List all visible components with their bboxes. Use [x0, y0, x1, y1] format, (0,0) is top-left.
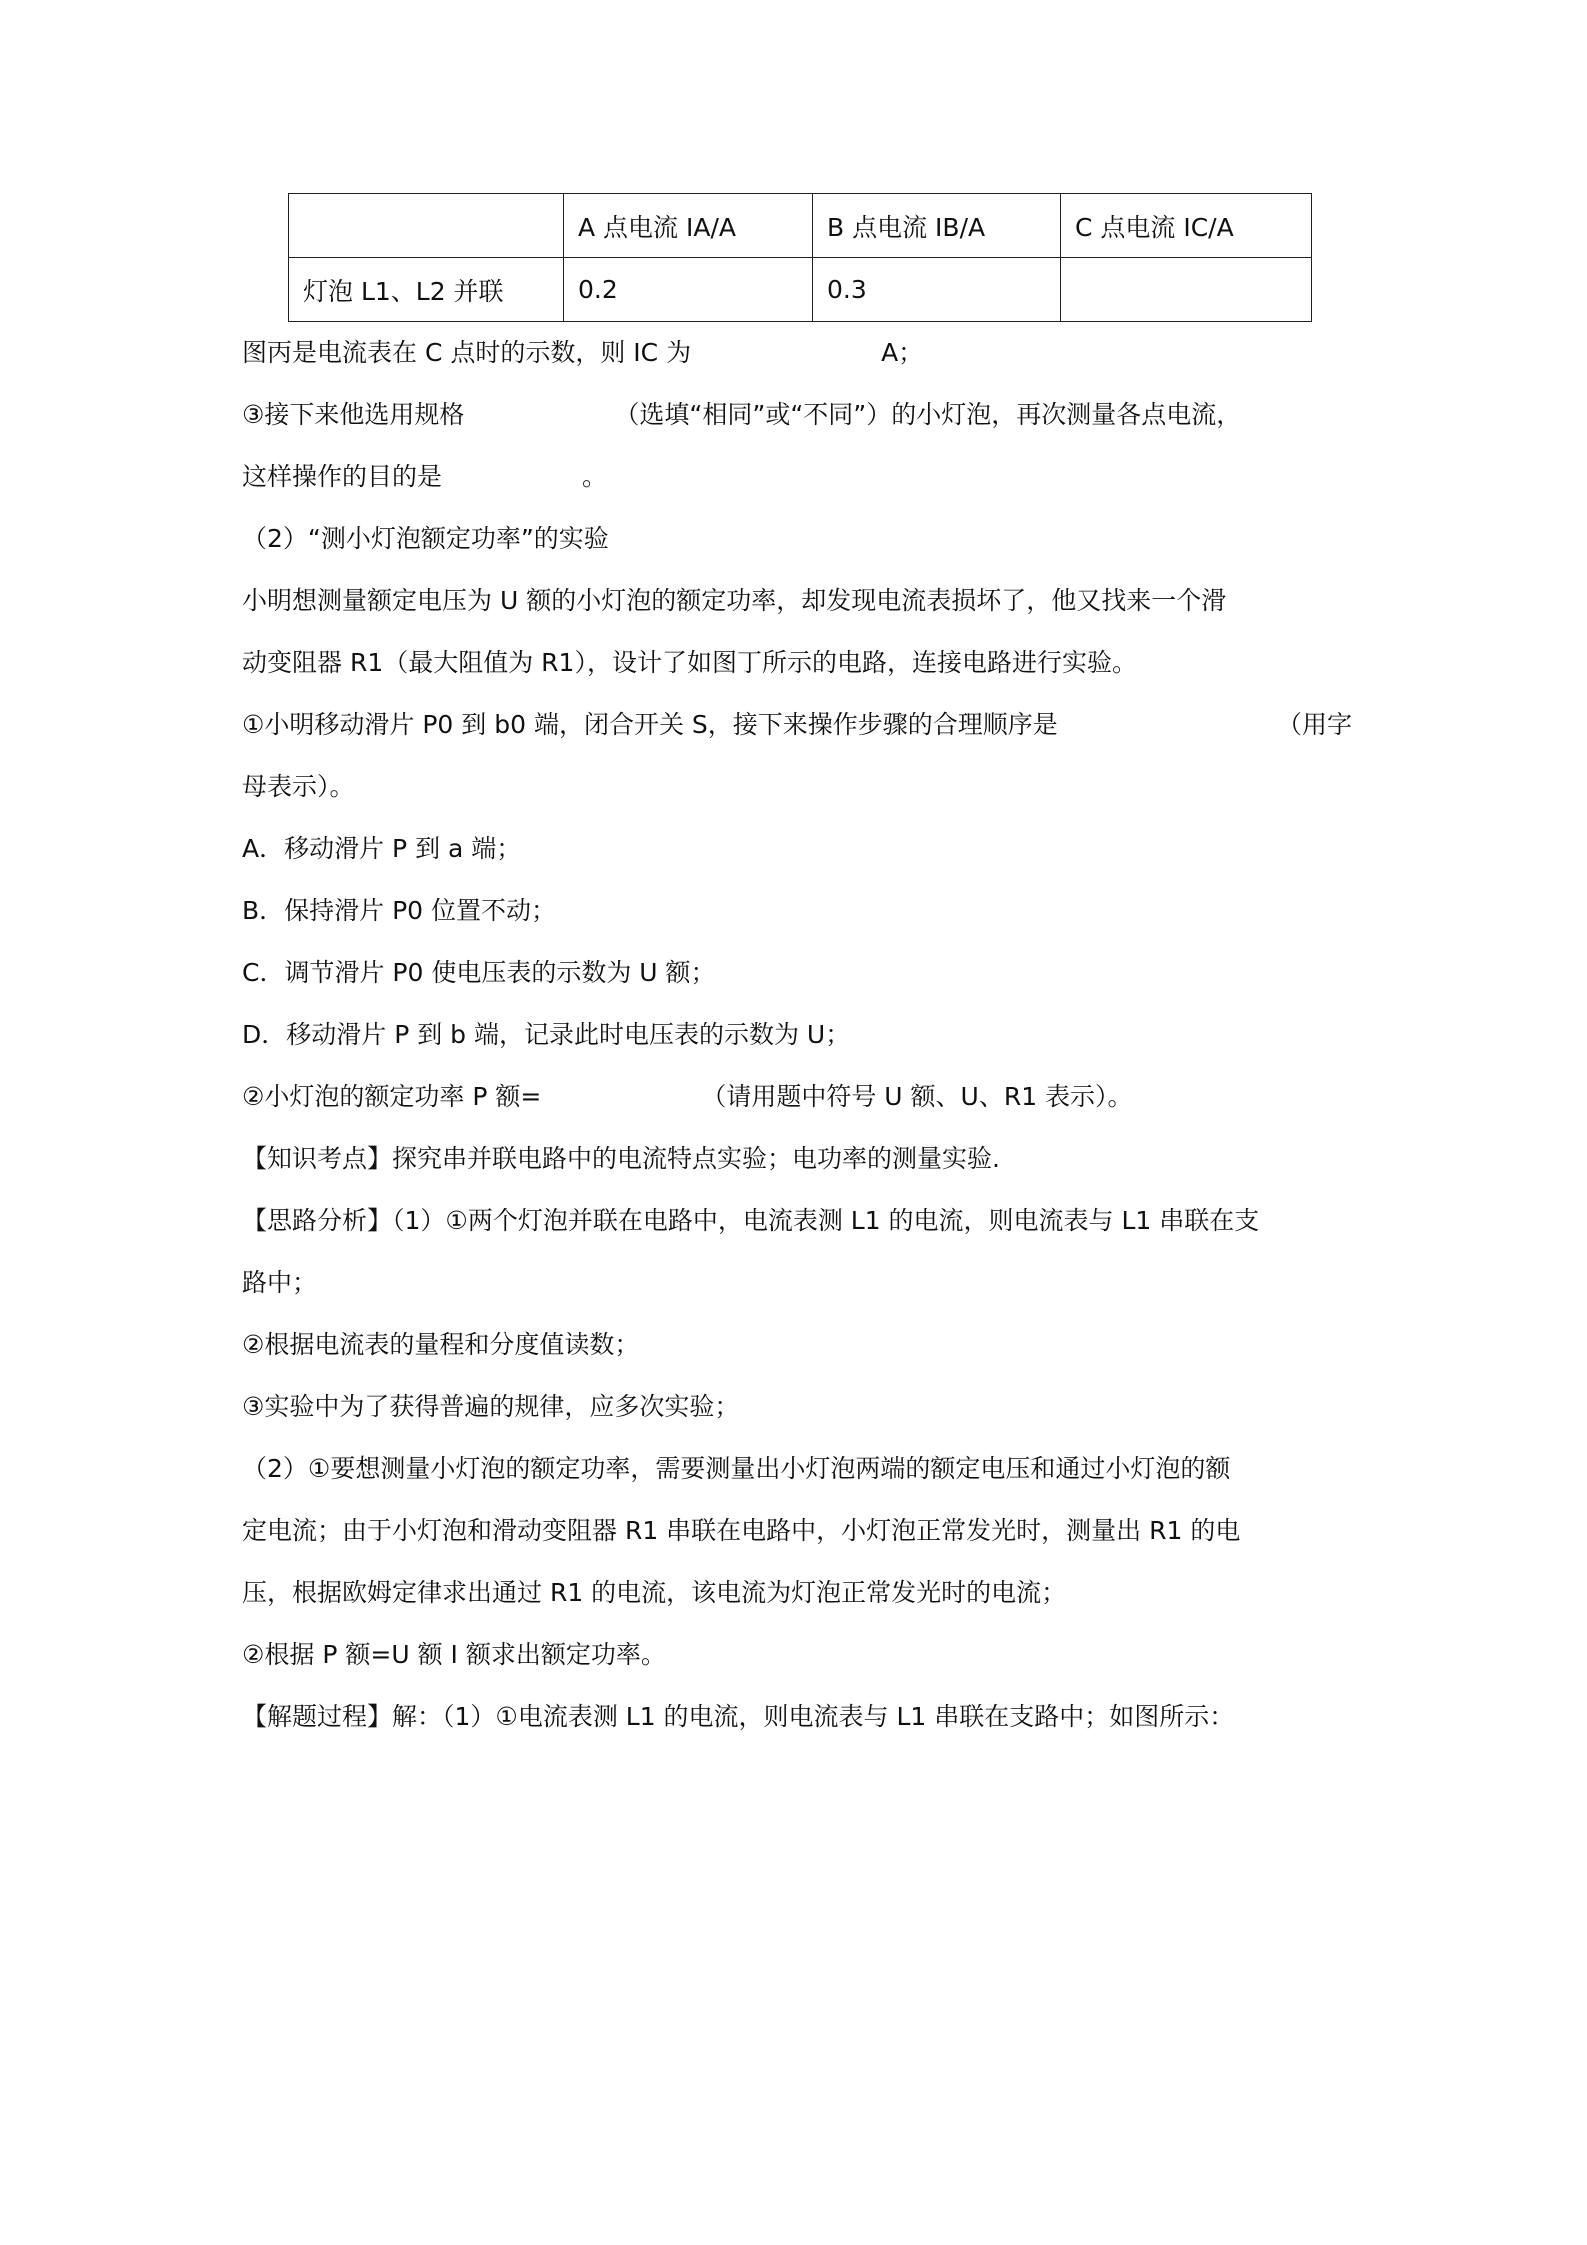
table-row — [289, 258, 1312, 322]
analysis-line: 路中； — [242, 1268, 318, 1297]
text-line — [242, 322, 1352, 384]
option-a: A．移动滑片 P 到 a 端； — [242, 834, 522, 863]
text-segment: 图丙是电流表在 C 点时的示数，则 IC 为 — [242, 338, 692, 367]
analysis-line: ③实验中为了获得普遍的规律，应多次实验； — [242, 1392, 740, 1421]
text-line — [242, 446, 1352, 508]
table-header-cell: B 点电流 IB/A — [813, 194, 1061, 258]
table-header-cell: C 点电流 IC/A — [1061, 194, 1312, 258]
text-segment: （用字 — [1276, 710, 1352, 739]
text-segment: （选填“相同”或“不同”）的小灯泡，再次测量各点电流， — [614, 400, 1242, 429]
text-segment: 。 — [582, 462, 608, 491]
option-d: D．移动滑片 P 到 b 端，记录此时电压表的示数为 U； — [242, 1020, 851, 1049]
table-cell: 0.3 — [813, 258, 1061, 322]
document-body — [242, 322, 1352, 1748]
current-data-table — [288, 193, 1312, 322]
analysis-line: （2）①要想测量小灯泡的额定功率，需要测量出小灯泡两端的额定电压和通过小灯泡的额 — [242, 1454, 1231, 1483]
text-segment: ③接下来他选用规格 — [242, 400, 465, 429]
text-line: 小明想测量额定电压为 U 额的小灯泡的额定功率，却发现电流表损坏了，他又找来一个滑 — [242, 586, 1227, 615]
table-cell: 灯泡 L1、L2 并联 — [289, 258, 564, 322]
table-cell: 0.2 — [564, 258, 813, 322]
analysis-line: 【思路分析】（1）①两个灯泡并联在电路中，电流表测 L1 的电流，则电流表与 L1 串联在支 — [242, 1206, 1260, 1235]
text-segment: 这样操作的目的是 — [242, 462, 443, 491]
solution-line: 【解题过程】解：（1）①电流表测 L1 的电流，则电流表与 L1 串联在支路中；如图所示： — [242, 1702, 1235, 1731]
table-header-cell: A 点电流 IA/A — [564, 194, 813, 258]
text-segment: ①小明移动滑片 P0 到 b0 端，闭合开关 S，接下来操作步骤的合理顺序是 — [242, 710, 1058, 739]
text-segment: （请用题中符号 U 额、U、R1 表示）。 — [701, 1082, 1133, 1111]
analysis-line: 压，根据欧姆定律求出通过 R1 的电流，该电流为灯泡正常发光时的电流； — [242, 1578, 1067, 1607]
analysis-line: ②根据 P 额=U 额 I 额求出额定功率。 — [242, 1640, 666, 1669]
table-cell — [1061, 258, 1312, 322]
analysis-line: ②根据电流表的量程和分度值读数； — [242, 1330, 640, 1359]
option-c: C．调节滑片 P0 使电压表的示数为 U 额； — [242, 958, 716, 987]
text-line — [242, 1066, 1352, 1128]
table-header-cell — [289, 194, 564, 258]
text-segment: A； — [881, 338, 924, 367]
option-b: B．保持滑片 P0 位置不动； — [242, 896, 557, 925]
text-line — [242, 694, 1352, 756]
analysis-line: 定电流；由于小灯泡和滑动变阻器 R1 串联在电路中，小灯泡正常发光时，测量出 R1 的电 — [242, 1516, 1241, 1545]
text-line: 母表示）。 — [242, 772, 355, 801]
text-line — [242, 384, 1352, 446]
knowledge-point: 【知识考点】探究串并联电路中的电流特点实验；电功率的测量实验. — [242, 1144, 1000, 1173]
text-line: 动变阻器 R1（最大阻值为 R1），设计了如图丁所示的电路，连接电路进行实验。 — [242, 648, 1137, 677]
table-header-row — [289, 194, 1312, 258]
text-line: （2）“测小灯泡额定功率”的实验 — [242, 524, 609, 553]
text-segment: ②小灯泡的额定功率 P 额= — [242, 1082, 542, 1111]
